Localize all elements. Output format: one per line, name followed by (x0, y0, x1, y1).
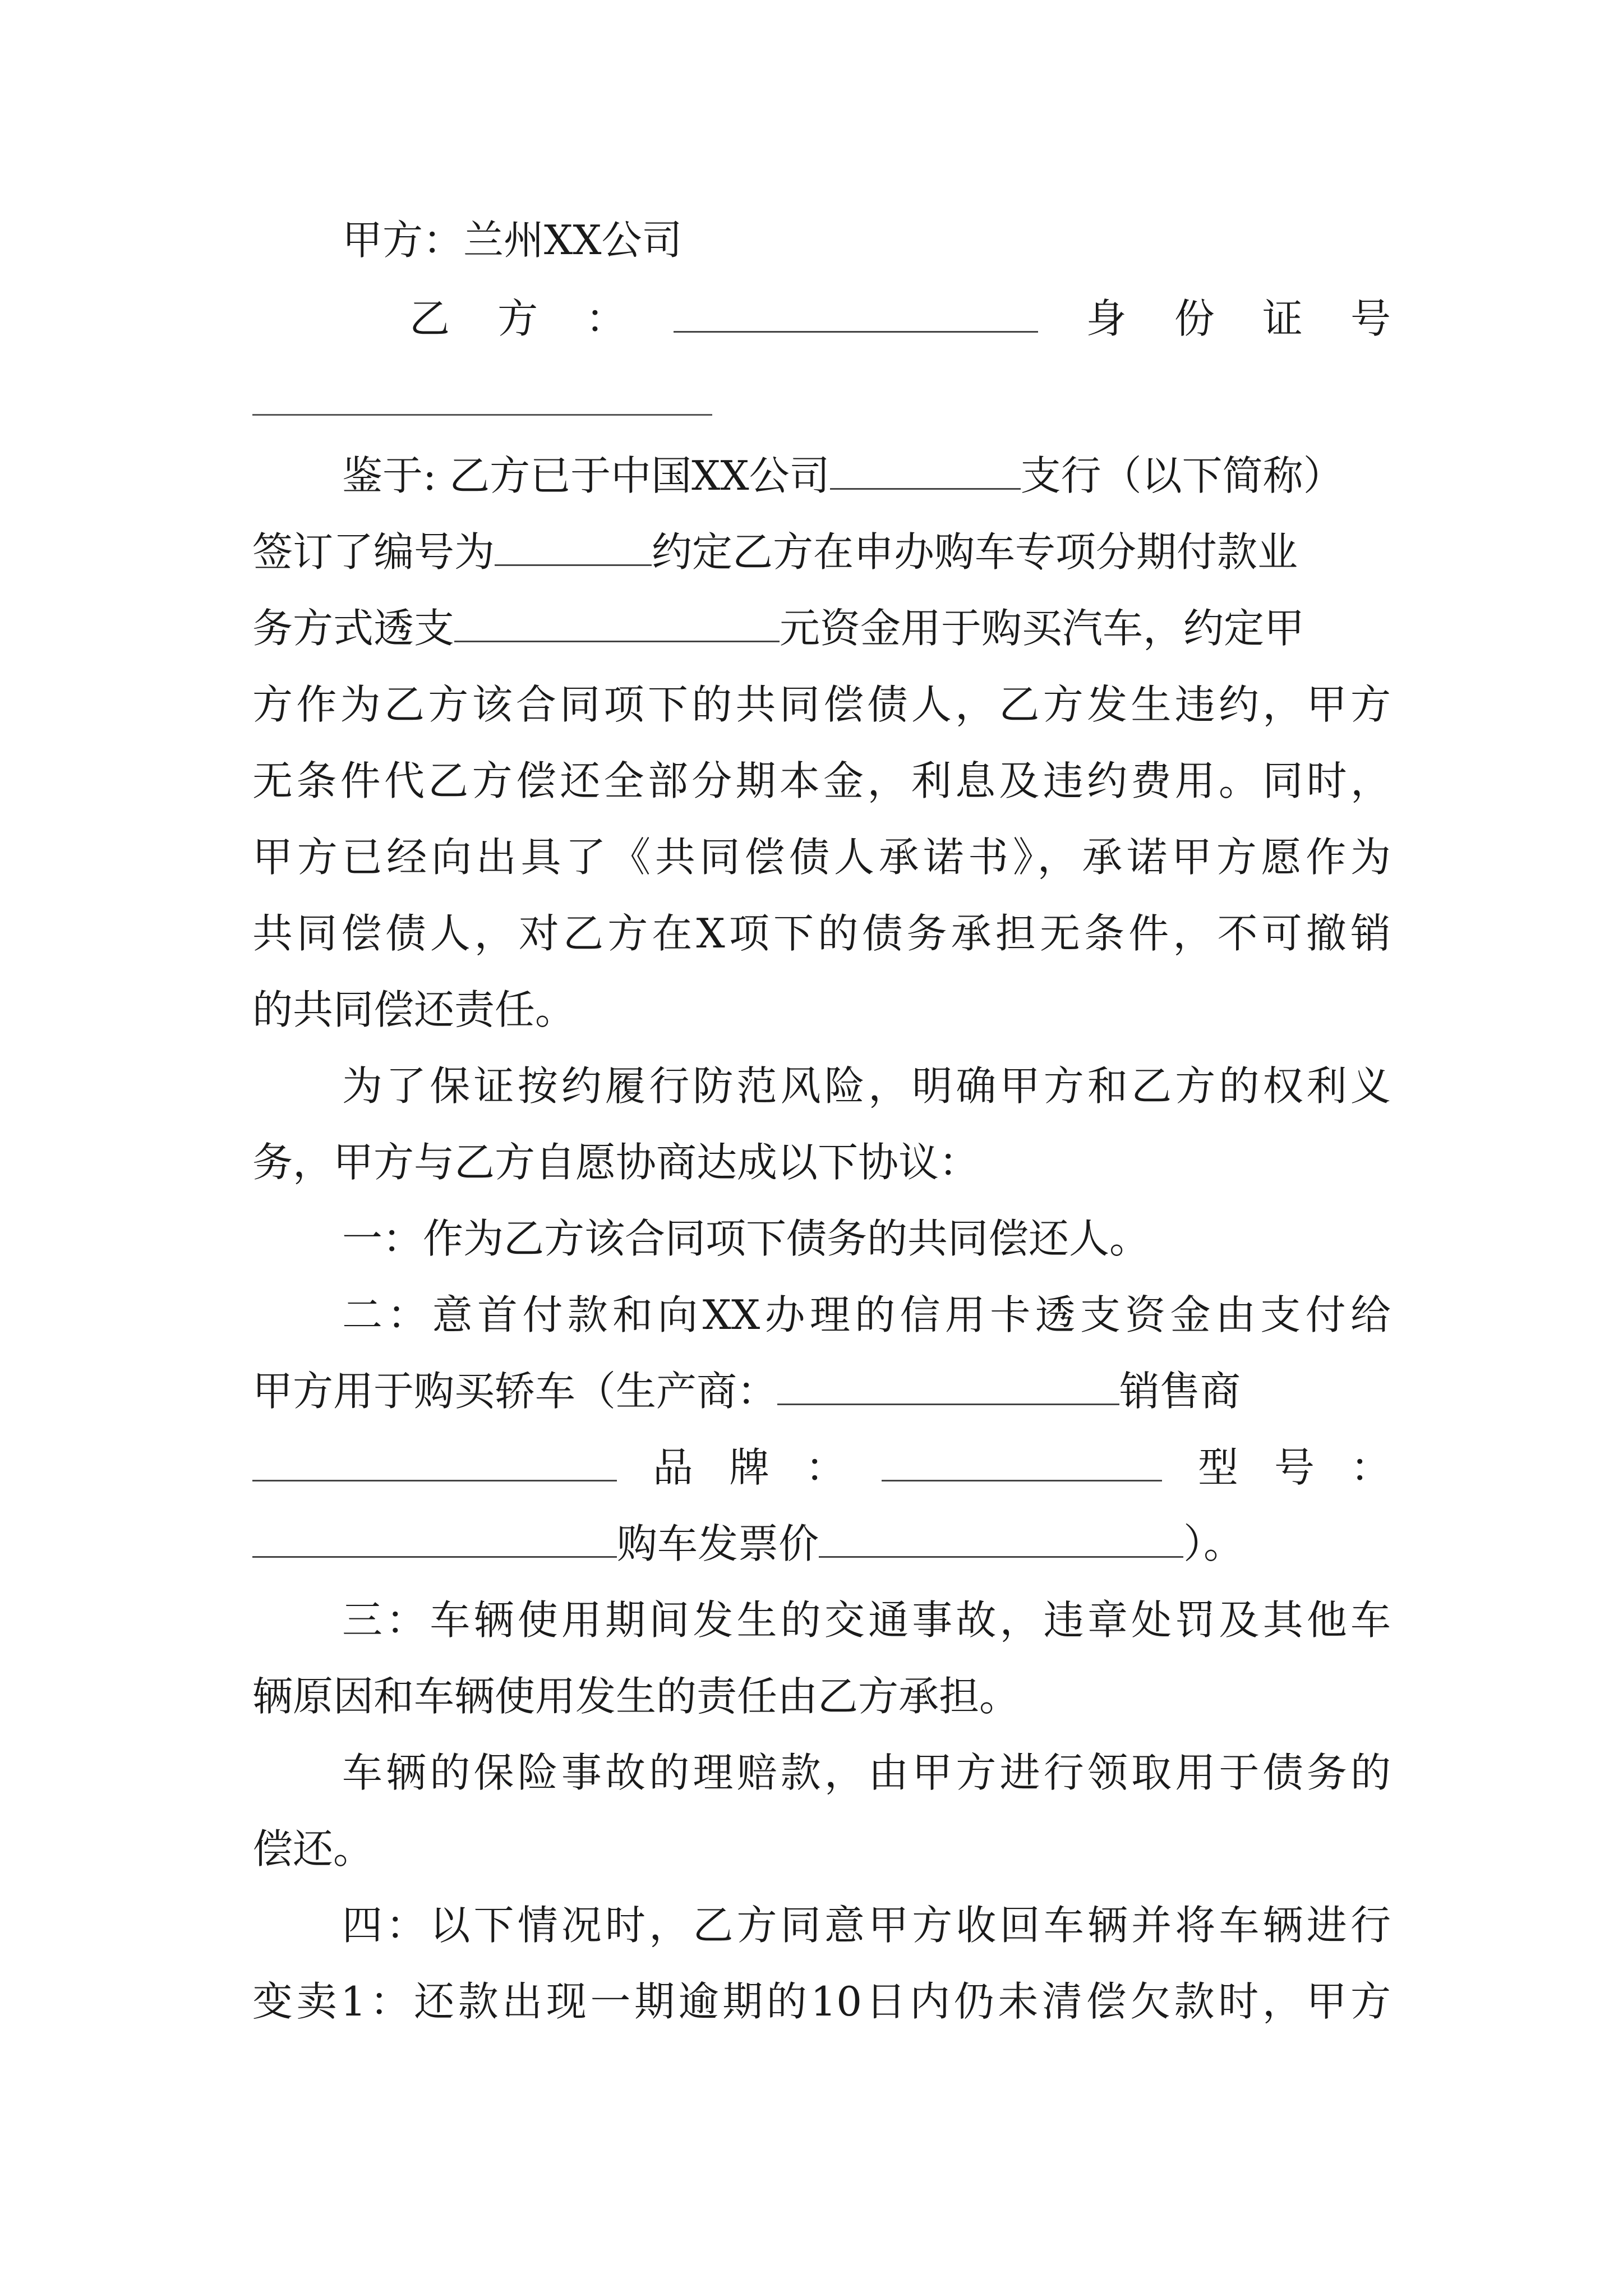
whereas-text-2a: 签订了编号为 (252, 528, 495, 576)
invoice-price-blank[interactable] (819, 1517, 1183, 1558)
clause-3-line-2: 辆原因和车辆使用发生的责任由乙方承担。 (252, 1673, 1020, 1720)
clause-1-line: 一：作为乙方该合同项下债务的共同偿还人。 (342, 1215, 1150, 1262)
manufacturer-blank[interactable] (777, 1364, 1119, 1405)
id-char-4: 号 (1350, 295, 1391, 342)
whereas-text-3a: 务方式透支 (252, 605, 455, 652)
whereas-line-7: 共同偿债人，对乙方在X项下的债务承担无条件，不可撤销 (252, 910, 1391, 957)
clause-2-text-2a: 甲方用于购买轿车（生产商： (252, 1368, 778, 1415)
whereas-line-1 (252, 449, 1391, 503)
id-number-blank[interactable] (252, 414, 712, 416)
clause-3-line-1: 三：车辆使用期间发生的交通事故，违章处罚及其他车 (342, 1596, 1391, 1644)
model-char-2: 号 (1274, 1444, 1315, 1491)
insurance-line-1: 车辆的保险事故的理赔款，由甲方进行领取用于债务的 (342, 1749, 1391, 1796)
clause-2-line-3 (252, 1441, 1391, 1494)
party-b-char-2: 方 (497, 295, 538, 342)
clause-2-text-4a: 购车发票价 (617, 1520, 819, 1567)
clause-2-line-1: 二：意首付款和向XX办理的信用卡透支资金由支付给 (342, 1291, 1391, 1338)
party-b-char-1: 乙 (409, 295, 450, 342)
model-blank[interactable] (252, 1517, 617, 1558)
party-a-line (252, 213, 1391, 267)
model-char-3: ： (1350, 1444, 1391, 1491)
whereas-text-2b: 约定乙方在申办购车专项分期付款业 (652, 528, 1298, 576)
purpose-line-1: 为了保证按约履行防范风险，明确甲方和乙方的权利义 (342, 1062, 1391, 1110)
brand-char-1: 品 (652, 1444, 693, 1491)
purpose-line-2: 务，甲方与乙方自愿协商达成以下协议： (252, 1139, 980, 1186)
party-b-line (252, 292, 1391, 346)
party-b-name-blank[interactable] (674, 292, 1038, 333)
party-b-char-3: ： (585, 295, 626, 342)
dealer-blank[interactable] (252, 1441, 617, 1481)
clause-4-line-1: 四：以下情况时，乙方同意甲方收回车辆并将车辆进行 (342, 1902, 1391, 1949)
id-char-3: 证 (1262, 295, 1303, 342)
brand-char-2: 牌 (728, 1444, 769, 1491)
clause-2-line-2 (252, 1364, 1391, 1418)
brand-char-3: ： (805, 1444, 846, 1491)
model-char-1: 型 (1197, 1444, 1238, 1491)
id-char-1: 身 (1086, 295, 1127, 342)
whereas-text-3b: 元资金用于购买汽车，约定甲 (780, 605, 1305, 652)
branch-blank[interactable] (830, 449, 1021, 490)
whereas-line-8: 的共同偿还责任。 (252, 986, 576, 1033)
insurance-line-2: 偿还。 (252, 1825, 374, 1872)
whereas-line-6: 甲方已经向出具了《共同偿债人承诺书》，承诺甲方愿作为 (252, 834, 1391, 881)
party-a-text: 甲方：兰州XX公司 (342, 217, 683, 264)
brand-blank[interactable] (882, 1441, 1162, 1481)
clause-2-line-4 (252, 1517, 1391, 1571)
whereas-text-1b: 支行（以下简称） (1020, 452, 1344, 499)
id-char-2: 份 (1174, 295, 1215, 342)
clause-2-text-2b: 销售商 (1119, 1368, 1241, 1415)
contract-number-blank[interactable] (495, 525, 652, 566)
whereas-line-4: 方作为乙方该合同项下的共同偿债人，乙方发生违约，甲方 (252, 681, 1391, 728)
clause-4-line-2: 变卖1：还款出现一期逾期的10日内仍未清偿欠款时，甲方 (252, 1978, 1391, 2025)
whereas-line-2 (252, 525, 1391, 579)
whereas-text-1a: 鉴于: 乙方已于中国XX公司 (342, 452, 830, 499)
clause-2-text-4b: ）。 (1183, 1520, 1244, 1567)
amount-blank[interactable] (454, 601, 780, 642)
whereas-line-3 (252, 601, 1391, 655)
whereas-line-5: 无条件代乙方偿还全部分期本金，利息及违约费用。同时， (252, 757, 1391, 804)
